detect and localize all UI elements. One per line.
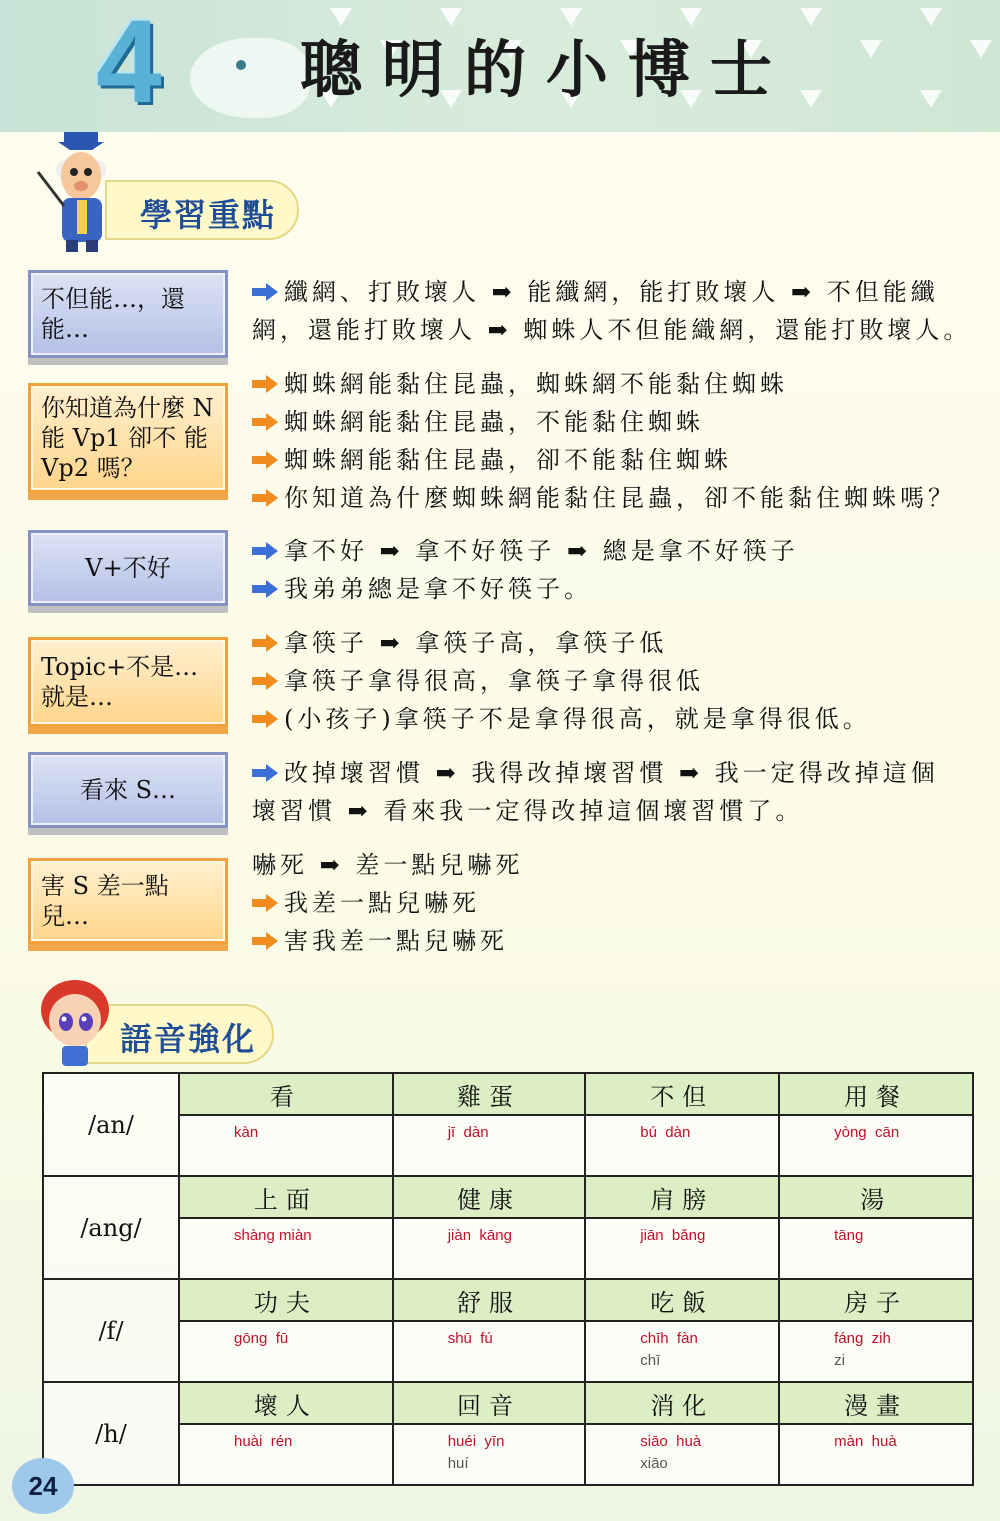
word-pinyin-alt: zi: [834, 1352, 845, 1369]
arrow-icon: [252, 413, 278, 431]
sound-label: /h/: [43, 1382, 179, 1485]
board-ledge: [28, 493, 228, 500]
word-pinyin: siāo huà: [640, 1433, 702, 1450]
example-text: 改掉壞習慣 ➡ 我得改掉壞習慣 ➡ 我一定得改掉這個: [284, 759, 939, 787]
word-pinyin: gōng fū: [234, 1330, 289, 1347]
arrow-icon: [252, 283, 278, 301]
word-pinyin-cell: [779, 1424, 973, 1485]
word-characters: 不但: [585, 1073, 779, 1115]
word-characters: 壞人: [179, 1382, 393, 1424]
word-characters: 用餐: [779, 1073, 973, 1115]
word-pinyin-cell: [779, 1115, 973, 1176]
arrow-icon: [252, 764, 278, 782]
word-characters: 湯: [779, 1176, 973, 1218]
word-pinyin-alt: xiāo: [640, 1455, 668, 1472]
example-line: [252, 923, 508, 959]
example-line: [252, 571, 592, 607]
word-characters: 舒服: [393, 1279, 586, 1321]
word-pinyin-cell: [393, 1321, 586, 1382]
board-ledge: [28, 944, 228, 951]
word-characters: 肩膀: [585, 1176, 779, 1218]
pattern-label: V+不好: [85, 554, 171, 582]
fish-decoration: [190, 38, 310, 118]
pattern-board: [28, 858, 228, 944]
section-title-key-points: 學習重點: [140, 196, 277, 234]
example-line: [252, 663, 704, 699]
pattern-board: [28, 270, 228, 358]
pattern-board: [28, 752, 228, 828]
example-text: (小孩子)拿筷子不是拿得很高，就是拿得很低。: [284, 705, 871, 733]
arrow-icon: [252, 710, 278, 728]
word-pinyin-alt: huí: [447, 1455, 469, 1472]
word-pinyin: huài rén: [234, 1433, 293, 1450]
pattern-label: Topic+不是… 就是…: [41, 653, 199, 711]
word-pinyin: shū fú: [447, 1330, 493, 1347]
word-pinyin-cell: [585, 1115, 779, 1176]
arrow-icon: [252, 489, 278, 507]
example-line: [252, 847, 523, 883]
word-pinyin: jiān bǎng: [640, 1227, 706, 1244]
word-characters: 漫畫: [779, 1382, 973, 1424]
example-text: 我差一點兒嚇死: [284, 889, 480, 917]
sound-label: /ang/: [43, 1176, 179, 1279]
word-pinyin-cell: [179, 1218, 393, 1279]
example-line: [252, 625, 667, 661]
word-characters: 上面: [179, 1176, 393, 1218]
board-ledge: [28, 606, 228, 613]
example-text: 纖網、打敗壞人 ➡ 能纖網，能打敗壞人 ➡ 不但能纖: [284, 278, 939, 306]
word-pinyin-cell: [779, 1218, 973, 1279]
pattern-board: [28, 637, 228, 727]
word-pinyin-cell: [393, 1218, 586, 1279]
board-ledge: [28, 727, 228, 734]
word-pinyin-cell: [585, 1321, 779, 1382]
word-characters: 房子: [779, 1279, 973, 1321]
arrow-icon: [252, 542, 278, 560]
word-characters: 健康: [393, 1176, 586, 1218]
example-text: 嚇死 ➡ 差一點兒嚇死: [252, 851, 524, 879]
word-characters: 消化: [585, 1382, 779, 1424]
pattern-board: [28, 383, 228, 493]
word-pinyin: màn huà: [834, 1433, 897, 1450]
word-characters: 回音: [393, 1382, 586, 1424]
board-ledge: [28, 358, 228, 365]
word-characters: 吃飯: [585, 1279, 779, 1321]
pattern-label: 不但能…，還能…: [41, 285, 185, 343]
fish-eye: [236, 60, 246, 70]
word-pinyin-cell: [179, 1424, 393, 1485]
professor-mascot-icon: [30, 128, 130, 256]
word-pinyin-cell: [779, 1321, 973, 1382]
section-title-pronunciation: 語音強化: [120, 1020, 257, 1058]
example-line: [252, 755, 939, 791]
example-line: [252, 366, 788, 402]
example-line: [252, 480, 956, 516]
arrow-icon: [252, 932, 278, 950]
word-pinyin-cell: [585, 1218, 779, 1279]
chapter-number: 4: [96, 0, 162, 128]
girl-mascot-icon: [32, 976, 118, 1068]
sound-label: /f/: [43, 1279, 179, 1382]
word-pinyin: bú dàn: [640, 1124, 691, 1141]
example-line: [252, 312, 971, 348]
example-line: [252, 442, 732, 478]
example-text: 網，還能打敗壞人 ➡ 蜘蛛人不但能織網，還能打敗壞人。: [252, 316, 972, 344]
word-pinyin: chīh fàn: [640, 1330, 698, 1347]
example-text: 壞習慣 ➡ 看來我一定得改掉這個壞習慣了。: [252, 797, 804, 825]
sound-label: /an/: [43, 1073, 179, 1176]
board-ledge: [28, 828, 228, 835]
word-characters: 雞蛋: [393, 1073, 586, 1115]
word-pinyin: jiàn kāng: [447, 1227, 512, 1244]
word-pinyin: tāng: [834, 1227, 864, 1244]
word-characters: 看: [179, 1073, 393, 1115]
arrow-icon: [252, 894, 278, 912]
arrow-icon: [252, 672, 278, 690]
arrow-icon: [252, 580, 278, 598]
example-line: [252, 701, 871, 737]
example-text: 蜘蛛網能黏住昆蟲，蜘蛛網不能黏住蜘蛛: [284, 370, 788, 398]
example-text: 我弟弟總是拿不好筷子。: [284, 575, 592, 603]
example-text: 拿筷子 ➡ 拿筷子高，拿筷子低: [284, 629, 668, 657]
example-text: 害我差一點兒嚇死: [284, 927, 508, 955]
word-pinyin-alt: chī: [640, 1352, 661, 1369]
word-pinyin-cell: [393, 1115, 586, 1176]
word-pinyin-cell: [585, 1424, 779, 1485]
example-text: 拿筷子拿得很高，拿筷子拿得很低: [284, 667, 704, 695]
example-line: [252, 533, 799, 569]
word-pinyin-cell: [393, 1424, 586, 1485]
page-title: 聰明的小博士: [300, 33, 793, 106]
example-line: [252, 404, 704, 440]
word-characters: 功夫: [179, 1279, 393, 1321]
word-pinyin: jī dàn: [447, 1124, 489, 1141]
pattern-board: [28, 530, 228, 606]
word-pinyin: yòng cān: [834, 1124, 900, 1141]
example-line: [252, 274, 939, 310]
word-pinyin: huéi yīn: [447, 1433, 505, 1450]
word-pinyin: kàn: [234, 1124, 259, 1141]
word-pinyin: fáng zih: [834, 1330, 891, 1347]
arrow-icon: [252, 634, 278, 652]
page-number: 24: [12, 1458, 74, 1514]
example-line: [252, 793, 803, 829]
word-pinyin-cell: [179, 1321, 393, 1382]
word-pinyin: shàng miàn: [234, 1227, 312, 1244]
example-text: 拿不好 ➡ 拿不好筷子 ➡ 總是拿不好筷子: [284, 537, 799, 565]
phonetics-table: [42, 1072, 974, 1486]
arrow-icon: [252, 451, 278, 469]
pattern-label: 看來 S…: [79, 776, 177, 804]
arrow-icon: [252, 375, 278, 393]
word-pinyin-cell: [179, 1115, 393, 1176]
pattern-label: 害 S 差一點兒…: [41, 872, 169, 930]
example-text: 蜘蛛網能黏住昆蟲，不能黏住蜘蛛: [284, 408, 704, 436]
example-text: 你知道為什麼蜘蛛網能黏住昆蟲，卻不能黏住蜘蛛嗎？: [284, 484, 956, 512]
example-line: [252, 885, 480, 921]
pattern-label: 你知道為什麼 N 能 Vp1 卻不 能 Vp2 嗎？: [41, 394, 214, 482]
example-text: 蜘蛛網能黏住昆蟲，卻不能黏住蜘蛛: [284, 446, 732, 474]
